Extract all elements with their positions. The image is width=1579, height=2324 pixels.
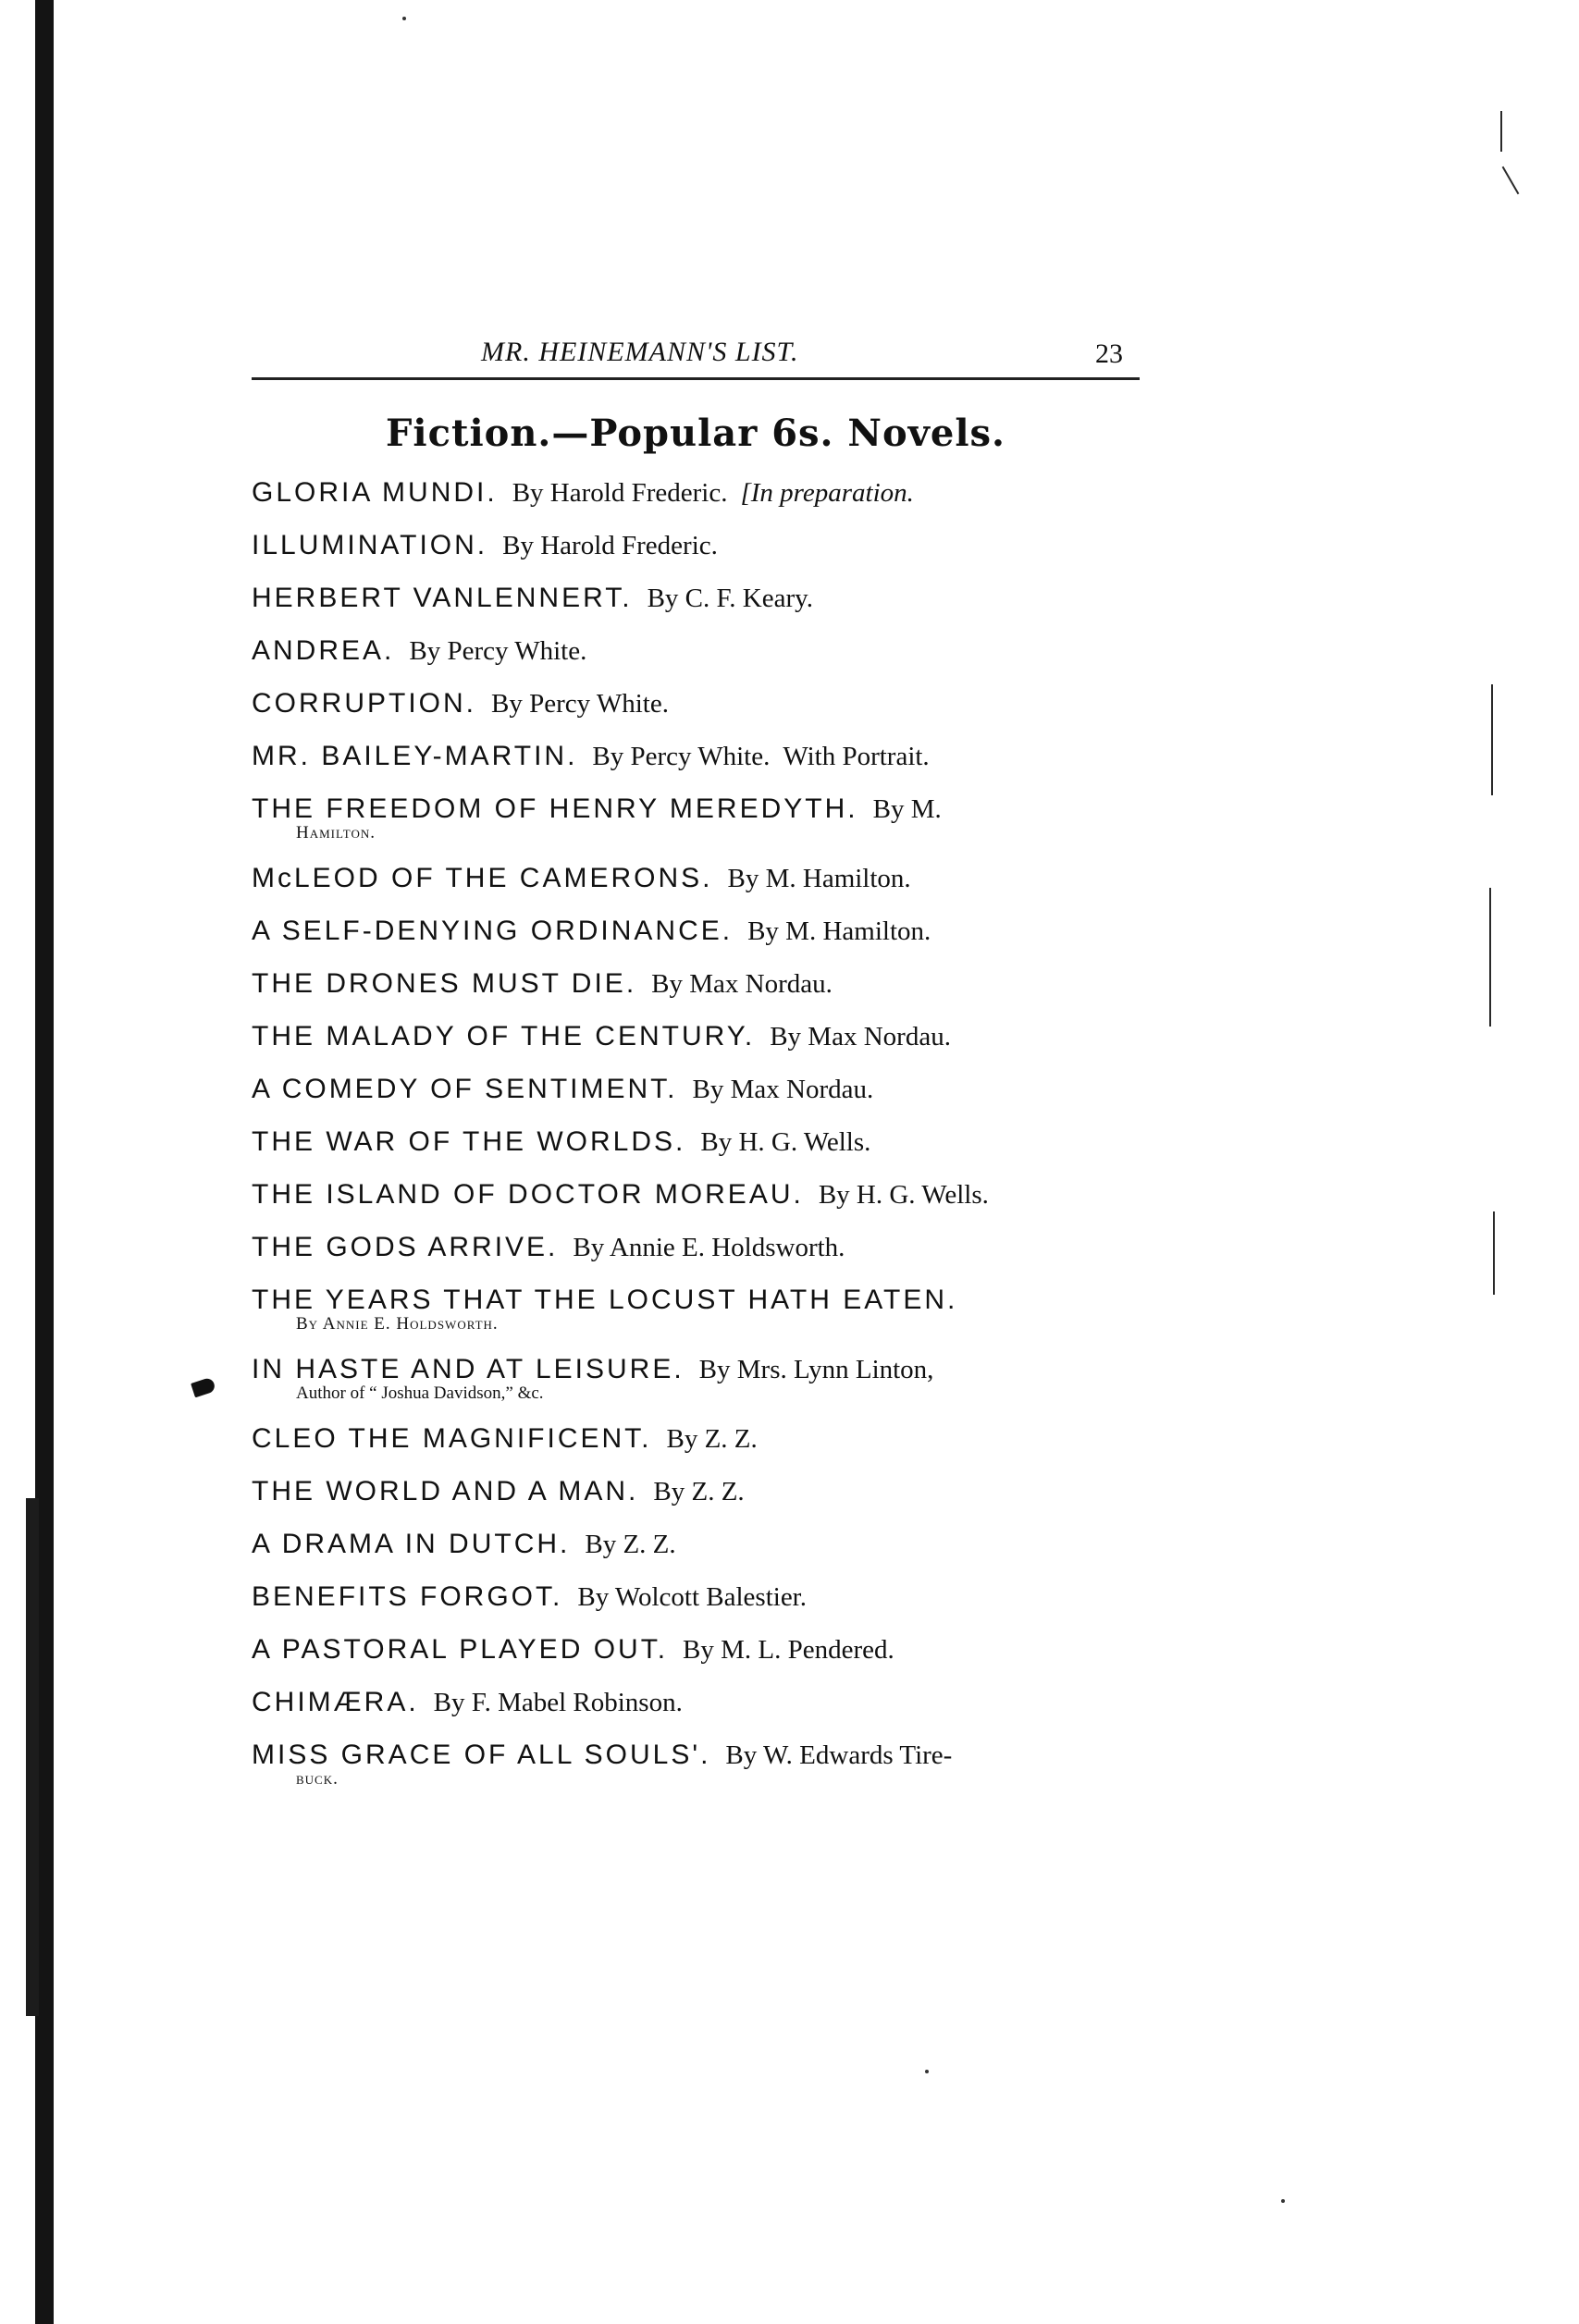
book-author-continuation: Hamilton. bbox=[296, 823, 376, 842]
edge-mark bbox=[1489, 888, 1491, 1027]
book-title: CHIMÆRA. bbox=[252, 1687, 419, 1717]
book-title: THE YEARS THAT THE LOCUST HATH EATEN. bbox=[252, 1285, 958, 1315]
book-title: IN HASTE AND AT LEISURE. bbox=[252, 1354, 685, 1384]
pointing-hand-icon bbox=[191, 1377, 216, 1398]
book-title: A DRAMA IN DUTCH. bbox=[252, 1529, 571, 1559]
book-entry bbox=[252, 633, 1140, 686]
book-entry bbox=[252, 1177, 1140, 1230]
book-title: A COMEDY OF SENTIMENT. bbox=[252, 1074, 678, 1104]
book-title: ANDREA. bbox=[252, 635, 395, 666]
book-entry bbox=[252, 686, 1140, 739]
page-speck bbox=[925, 2070, 929, 2073]
book-note: [In preparation. bbox=[740, 478, 914, 508]
book-author: By W. Edwards Tire- bbox=[725, 1740, 953, 1770]
book-author: By M. L. Pendered. bbox=[683, 1635, 894, 1665]
page-speck bbox=[1281, 2199, 1285, 2203]
book-entry bbox=[252, 914, 1140, 966]
book-author: By H. G. Wells. bbox=[700, 1127, 871, 1157]
edge-mark bbox=[1493, 1211, 1495, 1295]
book-entry bbox=[252, 1580, 1140, 1632]
book-title: THE MALADY OF THE CENTURY. bbox=[252, 1021, 756, 1051]
edge-mark bbox=[1500, 111, 1502, 152]
book-title: THE ISLAND OF DOCTOR MOREAU. bbox=[252, 1179, 804, 1210]
book-author: By M. Hamilton. bbox=[727, 864, 911, 893]
book-entry bbox=[252, 1352, 1140, 1414]
book-title: BENEFITS FORGOT. bbox=[252, 1581, 563, 1612]
book-author: By H. G. Wells. bbox=[818, 1180, 989, 1210]
book-author: By Annie E. Holdsworth. bbox=[573, 1233, 845, 1262]
book-title: MISS GRACE OF ALL SOULS'. bbox=[252, 1740, 711, 1770]
book-author: By Z. Z. bbox=[585, 1530, 676, 1559]
book-author: By Percy White. bbox=[491, 689, 669, 719]
book-title: A SELF-DENYING ORDINANCE. bbox=[252, 916, 734, 946]
book-author-continuation: By Annie E. Holdsworth. bbox=[296, 1314, 499, 1334]
book-entry bbox=[252, 792, 1140, 854]
book-title: MR. BAILEY-MARTIN. bbox=[252, 741, 578, 771]
book-entry bbox=[252, 1421, 1140, 1474]
book-list bbox=[252, 475, 1140, 1800]
book-entry bbox=[252, 861, 1140, 914]
book-author: By C. F. Keary. bbox=[647, 584, 814, 613]
book-title: THE DRONES MUST DIE. bbox=[252, 968, 637, 999]
book-author: By Harold Frederic. bbox=[502, 531, 718, 560]
book-title: THE WORLD AND A MAN. bbox=[252, 1476, 639, 1506]
book-author: By Max Nordau. bbox=[692, 1075, 874, 1104]
book-author: By Wolcott Balestier. bbox=[577, 1582, 807, 1612]
book-note: With Portrait. bbox=[783, 742, 930, 771]
book-entry bbox=[252, 528, 1140, 581]
binding-edge-shadow bbox=[35, 0, 54, 2324]
book-entry bbox=[252, 966, 1140, 1019]
book-entry bbox=[252, 475, 1140, 528]
book-author: By Max Nordau. bbox=[770, 1022, 951, 1051]
book-title: THE FREEDOM OF HENRY MEREDYTH. bbox=[252, 793, 858, 824]
book-entry bbox=[252, 581, 1140, 633]
book-title: CLEO THE MAGNIFICENT. bbox=[252, 1423, 652, 1454]
catalogue-page bbox=[252, 333, 1140, 1800]
book-entry bbox=[252, 1474, 1140, 1527]
book-entry bbox=[252, 1230, 1140, 1283]
book-author: By Max Nordau. bbox=[651, 969, 833, 999]
book-entry bbox=[252, 1072, 1140, 1125]
book-author: By Harold Frederic. bbox=[512, 478, 728, 508]
book-entry bbox=[252, 1019, 1140, 1072]
book-author: By Percy White. bbox=[409, 636, 587, 666]
book-author-continuation: Author of “ Joshua Davidson,” &c. bbox=[296, 1383, 544, 1403]
book-author: By M. bbox=[872, 794, 942, 824]
page-number: 23 bbox=[1095, 338, 1123, 369]
book-author: By Z. Z. bbox=[653, 1477, 745, 1506]
book-author: By Percy White. bbox=[592, 742, 771, 771]
section-heading: Fiction.—Popular 6s. Novels. bbox=[386, 412, 1005, 455]
book-entry bbox=[252, 1125, 1140, 1177]
book-entry bbox=[252, 1685, 1140, 1738]
book-title: GLORIA MUNDI. bbox=[252, 477, 498, 508]
running-title: MR. HEINEMANN'S LIST. bbox=[481, 337, 799, 367]
book-title: THE WAR OF THE WORLDS. bbox=[252, 1126, 686, 1157]
book-title: ILLUMINATION. bbox=[252, 530, 488, 560]
book-entry bbox=[252, 1283, 1140, 1345]
book-author-continuation: buck. bbox=[296, 1769, 339, 1789]
book-entry bbox=[252, 739, 1140, 792]
book-title: HERBERT VANLENNERT. bbox=[252, 583, 633, 613]
book-author: By F. Mabel Robinson. bbox=[433, 1688, 683, 1717]
book-author: By M. Hamilton. bbox=[747, 916, 931, 946]
edge-mark bbox=[1502, 166, 1520, 194]
book-author: By Z. Z. bbox=[666, 1424, 758, 1454]
book-entry bbox=[252, 1738, 1140, 1800]
book-entry bbox=[252, 1527, 1140, 1580]
book-entry bbox=[252, 1632, 1140, 1685]
book-title: McLEOD OF THE CAMERONS. bbox=[252, 863, 713, 893]
book-title: THE GODS ARRIVE. bbox=[252, 1232, 559, 1262]
book-author: By Mrs. Lynn Linton, bbox=[698, 1355, 934, 1384]
edge-mark bbox=[1491, 684, 1493, 795]
running-head bbox=[252, 333, 1140, 380]
book-title: CORRUPTION. bbox=[252, 688, 476, 719]
book-title: A PASTORAL PLAYED OUT. bbox=[252, 1634, 669, 1665]
page-speck bbox=[402, 17, 406, 20]
